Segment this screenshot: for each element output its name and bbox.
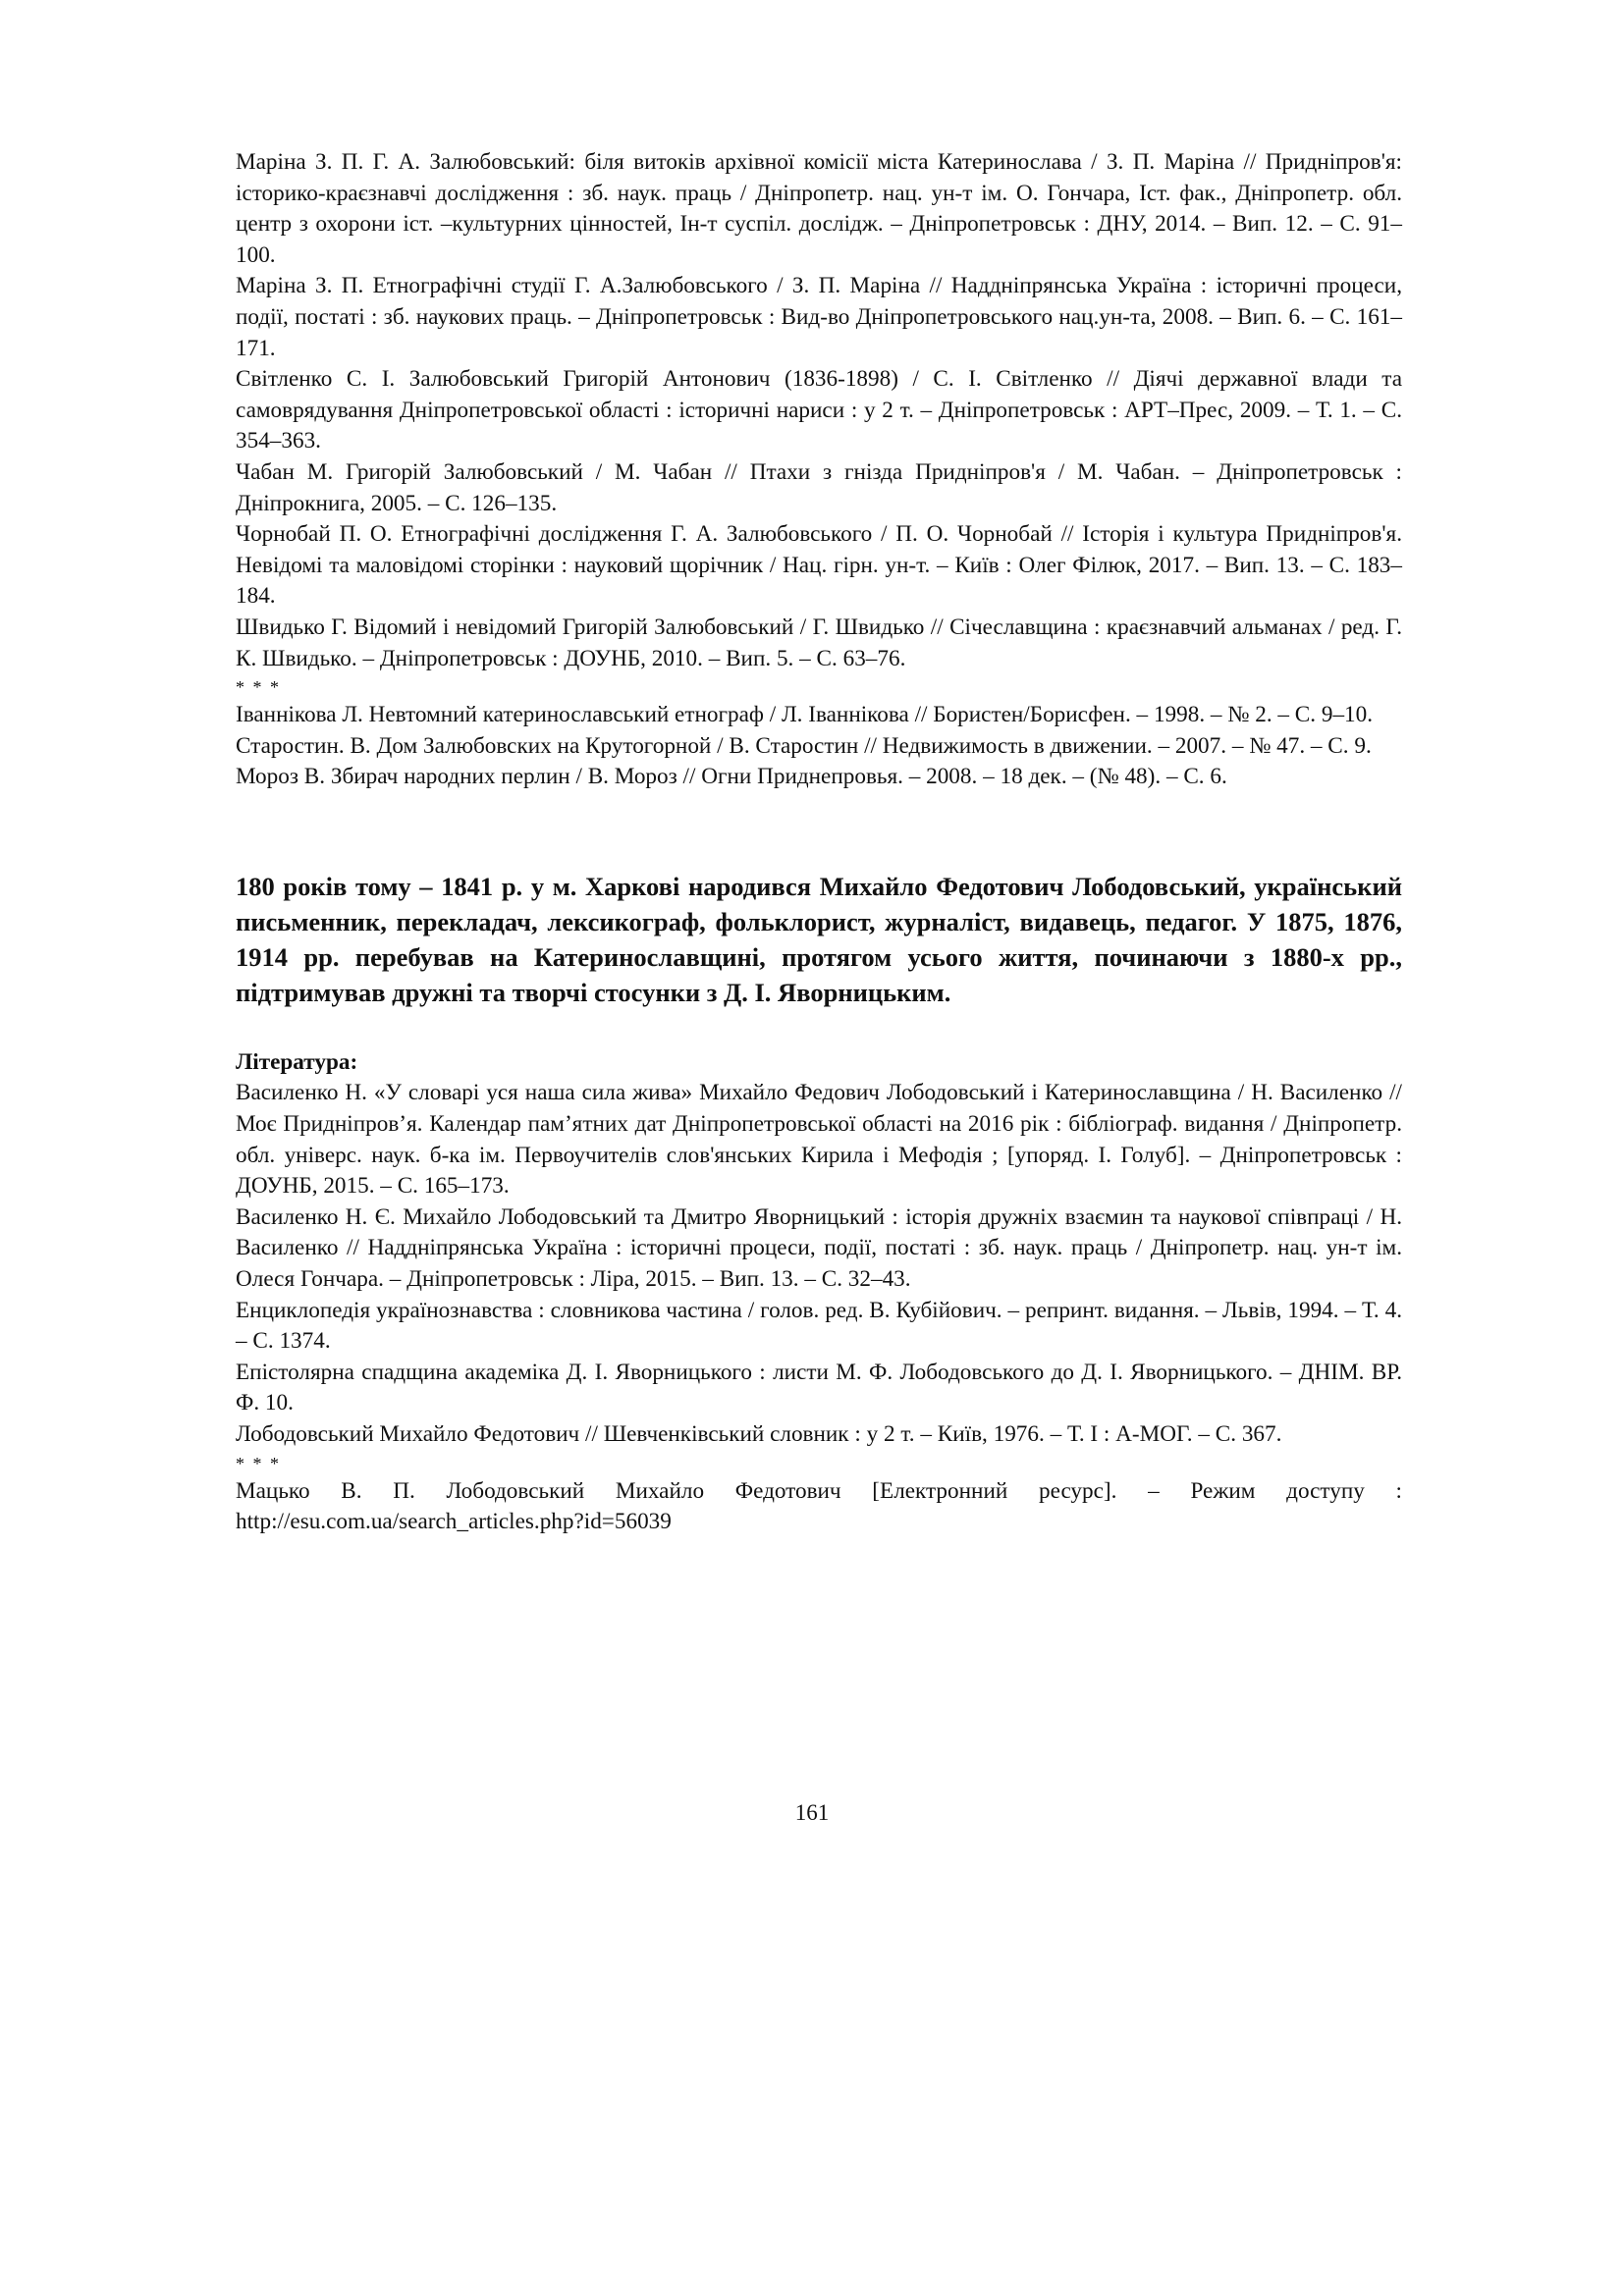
literature-label: Література: xyxy=(236,1048,358,1075)
bibliography-entry: Старостин. В. Дом Залюбовских на Крутогорной / В. Старостин // Недвижимость в движении. – 2007. – № 47. – С. 9. xyxy=(236,732,1372,759)
bibliography-entry: Мороз В. Збирач народних перлин / В. Мороз // Огни Приднепровья. – 2008. – 18 дек. – (№ 48). – С. 6. xyxy=(236,764,1227,790)
bibliography-entry: Маріна З. П. Г. А. Залюбовський: біля витоків архівної комісії міста Катеринослава / З. П. Маріна // Придніпров'я: історико-краєзнавчі дослідження : зб. наук. праць / Дніпропетр. нац. ун-т ім. О. Гончара, Іст. фак., Дніпропетр. обл. центр з охорони іст. –культурних цінностей, Ін-т суспіл. дослідж. – Дніпропетровськ : ДНУ, 2014. – Вип. 12. – С. 91–100. xyxy=(236,149,1402,268)
bibliography-entry: Іваннікова Л. Невтомний катеринославський етнограф / Л. Іваннікова // Бористен/Борисфен. – 1998. – № 2. – С. 9–10. xyxy=(236,702,1374,728)
bibliography-entry: Чорнобай П. О. Етнографічні дослідження Г. А. Залюбовського / П. О. Чорнобай // Історія і культура Придніпров'я. Невідомі та маловідомі сторінки : науковий щорічник / Нац. гірн. ун-т. – Київ : Олег Філюк, 2017. – Вип. 13. – С. 183–184. xyxy=(236,521,1402,610)
bibliography-entry: Швидько Г. Відомий і невідомий Григорій Залюбовський / Г. Швидько // Січеславщина : краєзнавчий альманах / ред. Г. К. Швидько. – Дніпропетровськ : ДОУНБ, 2010. – Вип. 5. – С. 63–76. xyxy=(236,614,1402,671)
bibliography-entry: Василенко Н. Є. Михайло Лободовський та Дмитро Яворницький : історія дружніх взаємин та наукової співпраці / Н. Василенко // Наддніпрянська Україна : історичні процеси, події, постаті : зб. наук. праць / Дніпропетр. нац. ун-т ім. Олеся Гончара. – Дніпропетровськ : Ліра, 2015. – Вип. 13. – С. 32–43. xyxy=(236,1203,1402,1293)
separator: * * * xyxy=(236,1453,281,1473)
anniversary-section xyxy=(236,869,1402,1538)
separator: * * * xyxy=(236,677,281,698)
bibliography-entry: Василенко Н. «У словарі уся наша сила жива» Михайло Федович Лободовський і Катеринославщина / Н. Василенко // Моє Придніпров’я. Календар пам’ятних дат Дніпропетровської області на 2016 рік : бібліограф. видання / Дніпропетр. обл. універс. наук. б-ка ім. Первоучителів слов'янських Кирила і Мефодія ; [упоряд. І. Голуб]. – Дніпропетровськ : ДОУНБ, 2015. – С. 165–173. xyxy=(236,1080,1402,1200)
bibliography-section-1 xyxy=(236,147,1402,793)
page-content xyxy=(236,147,1402,1538)
page-number: 161 xyxy=(794,1800,830,1825)
bibliography-entry: Енциклопедія українознавства : словникова частина / голов. ред. В. Кубійович. – репринт. видання. – Львів, 1994. – Т. 4. – С. 1374. xyxy=(236,1297,1402,1355)
bibliography-entry: Епістолярна спадщина академіка Д. І. Яворницького : листи М. Ф. Лободовського до Д. І. Яворницького. – ДНІМ. ВР. Ф. 10. xyxy=(236,1359,1402,1416)
bibliography-entry: Мацько В. П. Лободовський Михайло Федотович [Електронний ресурс]. – Режим доступу : http://esu.com.ua/search_articles.php?id=56039 xyxy=(236,1477,1402,1535)
bibliography-entry: Лободовський Михайло Федотович // Шевченківський словник : у 2 т. – Київ, 1976. – Т. І : А-МОГ. – С. 367. xyxy=(236,1421,1282,1447)
bibliography-entry: Чабан М. Григорій Залюбовський / М. Чабан // Птахи з гнізда Придніпров'я / М. Чабан. – Дніпропетровськ : Дніпрокнига, 2005. – С. 126–135. xyxy=(236,458,1402,516)
anniversary-heading: 180 років тому – 1841 р. у м. Харкові народився Михайло Федотович Лободовський, український письменник, перекладач, лексикограф, фольклорист, журналіст, видавець, педагог. У 1875, 1876, 1914 рр. перебував на Катеринославщині, протягом усього життя, починаючи з 1880-х рр., підтримував дружні та творчі стосунки з Д. І. Яворницьким. xyxy=(236,871,1402,1007)
bibliography-entry: Маріна З. П. Етнографічні студії Г. А.Залюбовського / З. П. Маріна // Наддніпрянська Україна : історичні процеси, події, постаті : зб. наукових праць. – Дніпропетровськ : Вид-во Дніпропетровського нац.ун-та, 2008. – Вип. 6. – С. 161–171. xyxy=(236,273,1402,361)
bibliography-entry: Світленко С. І. Залюбовський Григорій Антонович (1836-1898) / С. І. Світленко // Діячі державної влади та самоврядування Дніпропетровської області : історичні нариси : у 2 т. – Дніпропетровськ : АРТ–Прес, 2009. – Т. 1. – С. 354–363. xyxy=(236,366,1402,454)
